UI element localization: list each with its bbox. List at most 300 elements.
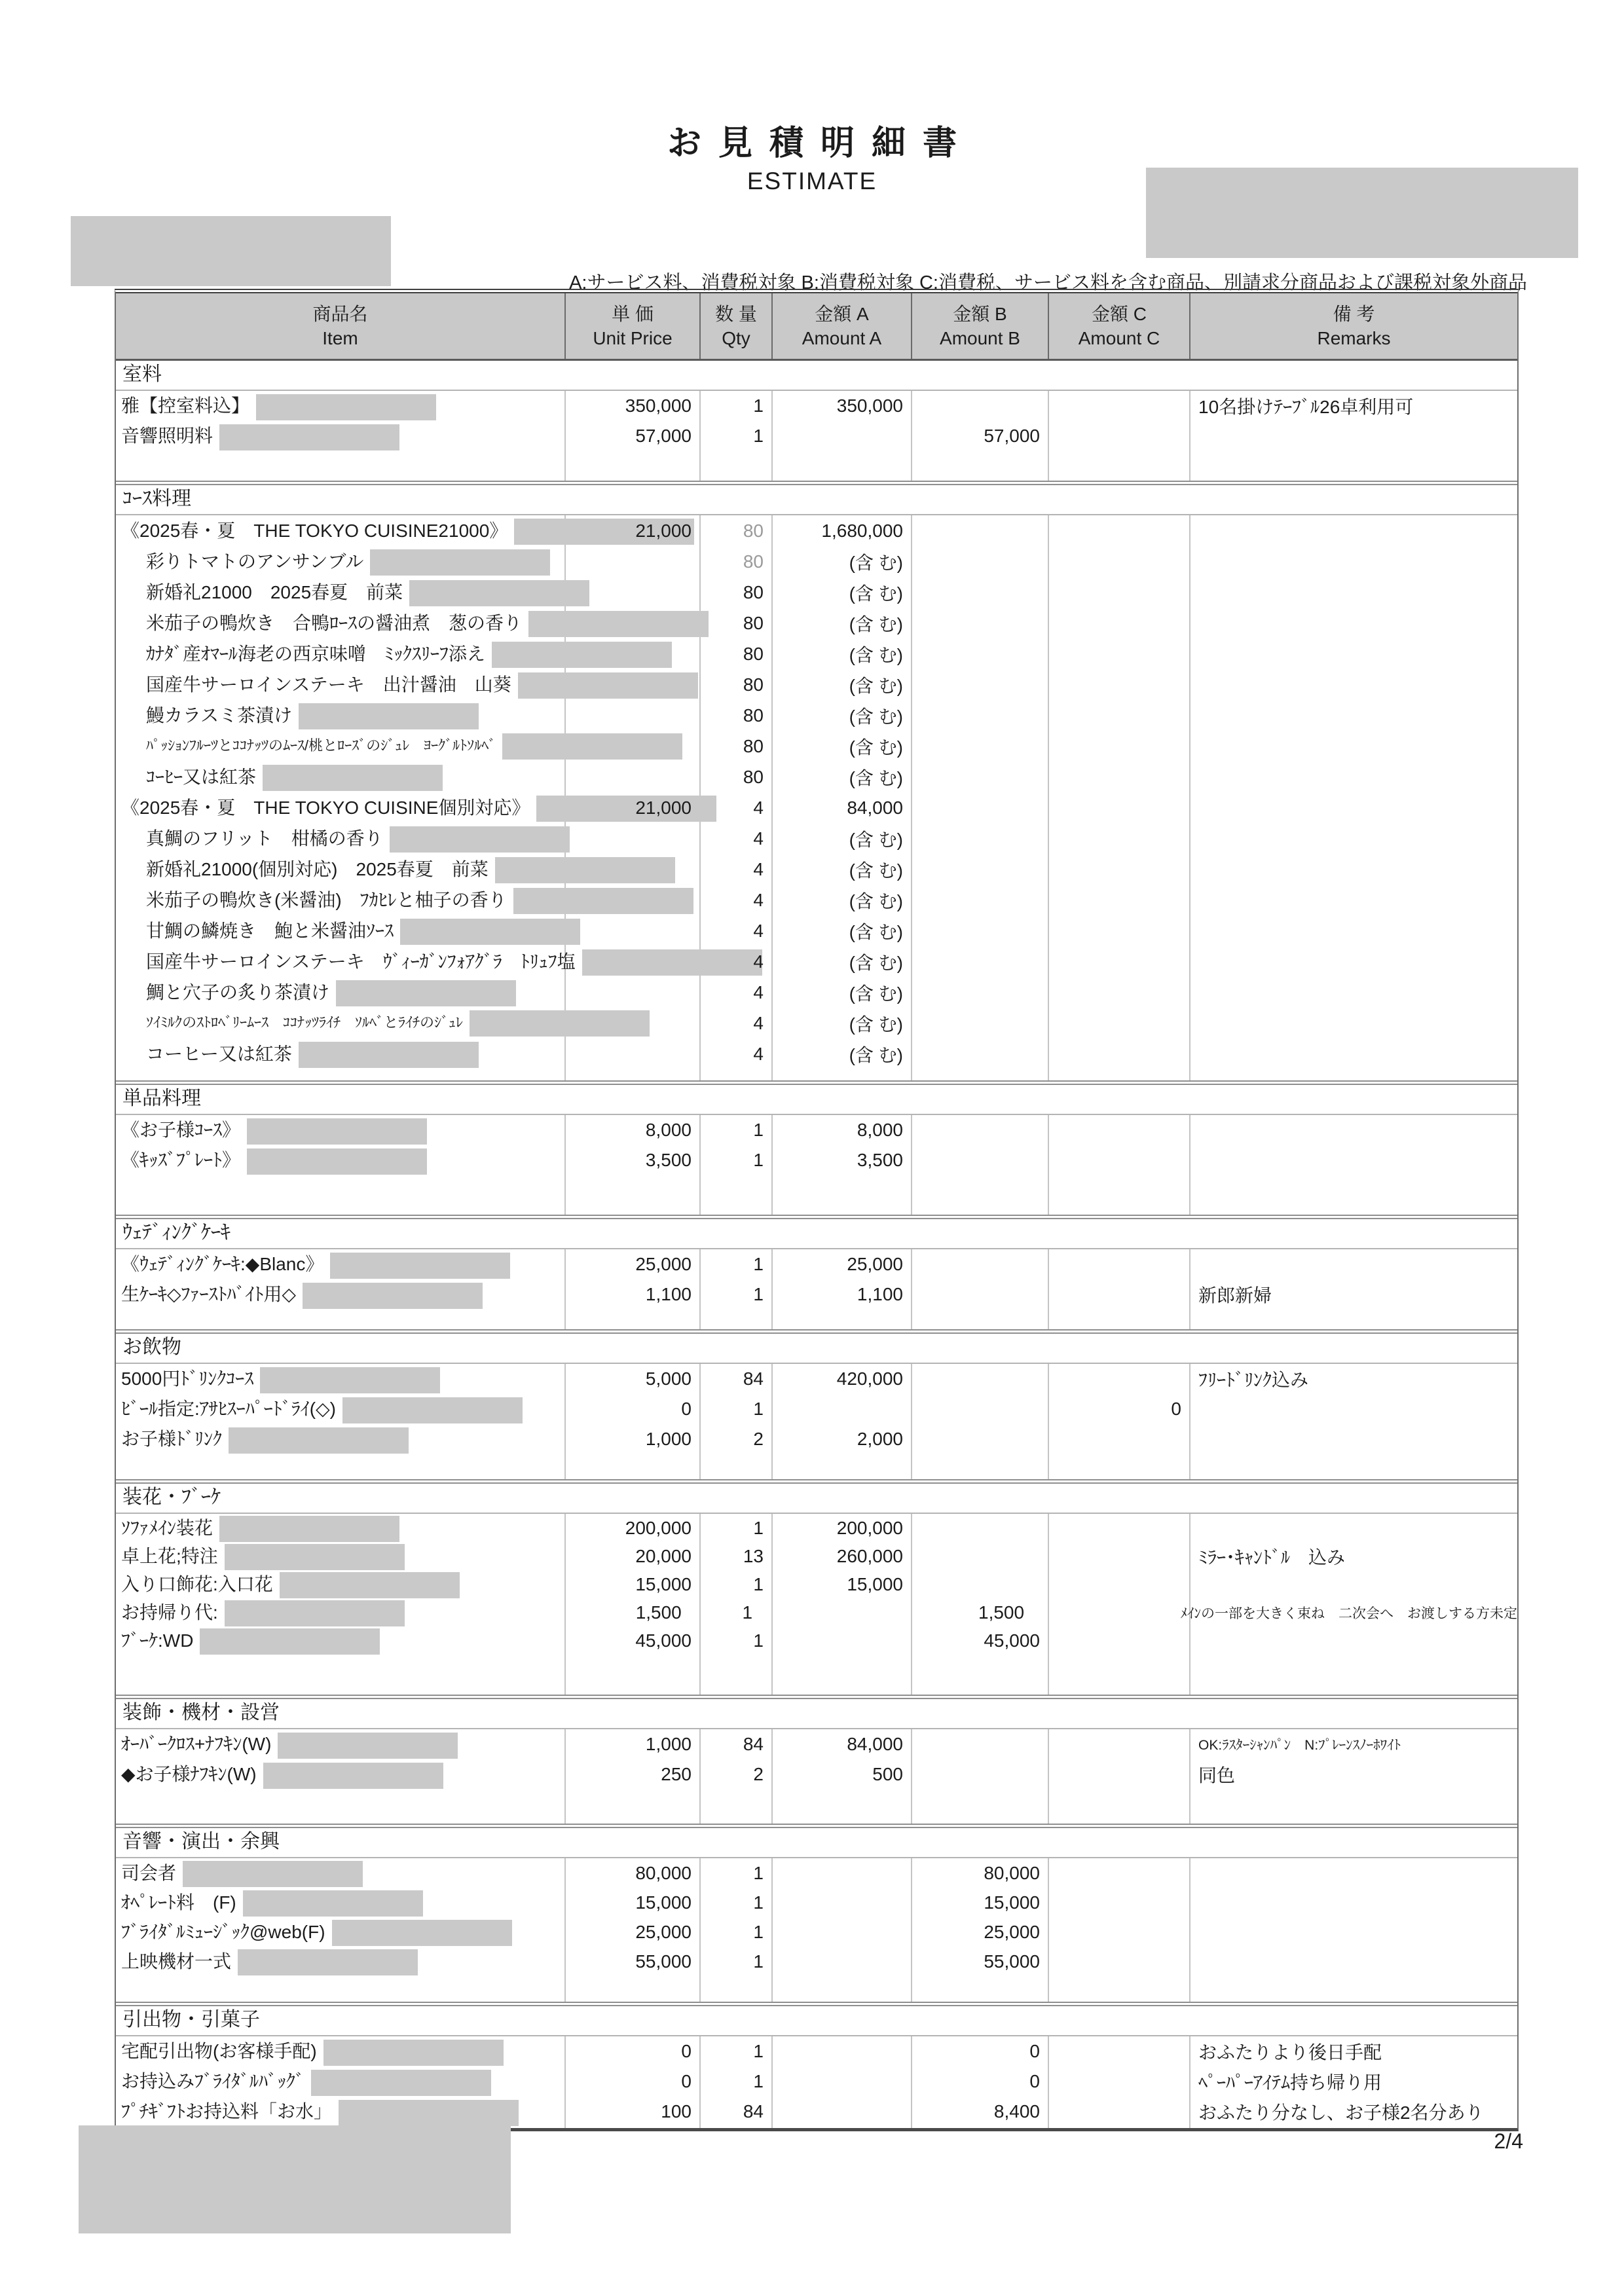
- unit-price-cell: 80,000: [635, 1862, 692, 1883]
- item-label: お持込みﾌﾞﾗｲﾀﾞﾙﾊﾞｯｸﾞ: [121, 2071, 305, 2092]
- item-cell: [116, 517, 564, 545]
- qty-cell: 1: [742, 1602, 753, 1623]
- table-row: [116, 1917, 1517, 1947]
- item-label: 入り口飾花:入口花: [121, 1573, 273, 1594]
- table-row: [116, 1947, 1517, 1976]
- item-cell: [116, 2037, 564, 2066]
- redaction-inline: [280, 1572, 460, 1598]
- amount-a-cell: (含 む): [849, 767, 903, 788]
- amount-b-cell: 1,500: [978, 1602, 1025, 1623]
- item-cell: [116, 640, 564, 669]
- table-row: [116, 1598, 1517, 1626]
- item-cell: [116, 1570, 564, 1599]
- item-cell: [116, 2067, 564, 2096]
- unit-price-cell: 1,500: [635, 1602, 682, 1623]
- qty-cell: 84: [743, 2101, 764, 2121]
- column-header-qty: [699, 293, 771, 359]
- redaction-inline: [339, 2100, 519, 2126]
- item-label: ｵﾍﾟﾚｰﾄ料 (F): [121, 1892, 236, 1913]
- unit-price-cell: 55,000: [635, 1951, 692, 1972]
- item-cell: [116, 855, 564, 884]
- item-label: ﾊﾟｯｼｮﾝﾌﾙｰﾂとｺｺﾅｯﾂのﾑｰｽ/桃とﾛｰｽﾞのｼﾞｭﾚ ﾖｰｸﾞﾙﾄｿﾙﾍﾞ: [146, 737, 496, 754]
- column-header-amount-c-en: Amount C: [1078, 328, 1160, 348]
- remarks-cell: ﾍﾟｰﾊﾟｰｱｲﾃﾑ持ち帰り用: [1198, 2072, 1382, 2093]
- column-header-amount-a-ja: 金額 A: [815, 304, 869, 324]
- table-row: [116, 1145, 1517, 1175]
- page-subtitle: ESTIMATE: [747, 168, 877, 194]
- amount-c-cell: 0: [1171, 1399, 1181, 1419]
- unit-price-cell: 5,000: [645, 1368, 692, 1389]
- section-body: [116, 1514, 1517, 1695]
- redaction-inline: [263, 1763, 443, 1789]
- item-label: ｺｰﾋｰ又は紅茶: [146, 766, 257, 787]
- item-cell: [116, 1760, 564, 1789]
- item-cell: [116, 422, 564, 450]
- item-label: ﾋﾞｰﾙ指定:ｱｻﾋｽｰﾊﾟｰﾄﾞﾗｲ(◇): [121, 1399, 336, 1420]
- amount-a-cell: (含 む): [849, 583, 903, 604]
- table-row: [116, 1570, 1517, 1598]
- column-header-qty-en: Qty: [722, 328, 750, 348]
- amount-a-cell: 200,000: [836, 1517, 903, 1538]
- redaction-inline: [390, 826, 570, 853]
- unit-price-cell: 15,000: [635, 1892, 692, 1913]
- table-row: [116, 1279, 1517, 1310]
- amount-b-cell: 0: [1029, 2071, 1040, 2091]
- unit-price-cell: 1,100: [645, 1284, 692, 1304]
- item-label: ｵｰﾊﾞｰｸﾛｽ+ﾅﾌｷﾝ(W): [121, 1734, 272, 1755]
- table-row: [116, 515, 1517, 546]
- qty-cell: 1: [753, 395, 764, 416]
- redaction-inline: [238, 1949, 418, 1975]
- table-section: [116, 1329, 1517, 1479]
- estimate-table: [115, 289, 1519, 2131]
- table-row: [116, 1759, 1517, 1790]
- qty-cell: 1: [753, 1284, 764, 1304]
- amount-a-cell: 1,100: [857, 1284, 903, 1304]
- redaction-inline: [513, 888, 693, 914]
- unit-price-cell: 1,000: [645, 1429, 692, 1449]
- item-cell: [116, 1250, 564, 1279]
- item-label: 米茄子の鴨炊き 合鴨ﾛｰｽの醤油煮 葱の香り: [146, 612, 523, 633]
- redaction-inline: [247, 1148, 427, 1175]
- amount-a-cell: 1,680,000: [821, 520, 903, 541]
- remarks-cell: 新郎新婦: [1198, 1285, 1272, 1306]
- section-title: 装飾・機材・設営: [116, 1699, 1517, 1729]
- column-header-amount-c-ja: 金額 C: [1091, 304, 1147, 324]
- qty-cell: 80: [743, 705, 764, 725]
- section-body: [116, 2036, 1517, 2128]
- table-section: [116, 1824, 1517, 2002]
- table-row: [116, 1424, 1517, 1454]
- table-row: [116, 577, 1517, 608]
- item-cell: [116, 1146, 564, 1175]
- item-label: 鰻カラスミ茶漬け: [146, 705, 293, 725]
- table-row: [116, 1542, 1517, 1570]
- item-cell: [116, 824, 564, 853]
- amount-a-cell: 15,000: [847, 1573, 903, 1594]
- qty-cell: 80: [743, 674, 764, 695]
- amount-a-cell: (含 む): [849, 706, 903, 727]
- section-title: ｺｰｽ料理: [116, 485, 1517, 515]
- remarks-cell: 10名掛けﾃｰﾌﾞﾙ26卓利用可: [1198, 397, 1414, 417]
- table-row: [116, 1364, 1517, 1394]
- unit-price-cell: 45,000: [635, 1630, 692, 1651]
- qty-cell: 1: [753, 426, 764, 446]
- amount-b-cell: 8,400: [993, 2101, 1040, 2121]
- item-label: 《2025春・夏 THE TOKYO CUISINE21000》: [121, 520, 508, 541]
- item-label: 鯛と穴子の炙り茶漬け: [146, 982, 330, 1002]
- remarks-cell: おふたり分なし、お子様2名分あり: [1198, 2102, 1484, 2123]
- table-row: [116, 1008, 1517, 1038]
- table-row: [116, 977, 1517, 1008]
- table-row: [116, 2066, 1517, 2097]
- item-cell: [116, 978, 564, 1007]
- qty-cell: 4: [753, 951, 764, 972]
- amount-a-cell: (含 む): [849, 860, 903, 881]
- amount-a-cell: (含 む): [849, 552, 903, 573]
- item-label: コーヒー又は紅茶: [146, 1043, 292, 1064]
- item-cell: [116, 1280, 564, 1309]
- item-label: 上映機材一式: [121, 1951, 232, 1972]
- unit-price-cell: 25,000: [635, 1921, 692, 1942]
- qty-cell: 1: [753, 1254, 764, 1274]
- amount-b-cell: 45,000: [984, 1630, 1040, 1651]
- table-section: [116, 1080, 1517, 1215]
- table-row: [116, 700, 1517, 731]
- amount-a-cell: (含 む): [849, 1014, 903, 1035]
- section-body: [116, 1858, 1517, 2002]
- redaction-inline: [260, 1367, 440, 1393]
- table-row: [116, 1888, 1517, 1917]
- unit-price-cell: 1,000: [645, 1734, 692, 1754]
- remarks-cell: ﾒｲﾝの一部を大きく束ね 二次会へ お渡しする方未定: [1180, 1606, 1517, 1621]
- item-cell: [116, 670, 564, 699]
- amount-a-cell: 2,000: [857, 1429, 903, 1449]
- item-cell: [116, 1947, 564, 1976]
- column-header-remarks-en: Remarks: [1317, 328, 1391, 348]
- qty-cell: 1: [753, 1150, 764, 1170]
- qty-cell: 4: [753, 1012, 764, 1033]
- qty-cell: 4: [753, 920, 764, 941]
- table-row: [116, 762, 1517, 792]
- redaction-inline: [299, 1042, 479, 1068]
- qty-cell: 1: [753, 1120, 764, 1140]
- unit-price-cell: 3,500: [645, 1150, 692, 1170]
- redaction-inline: [256, 394, 436, 420]
- qty-cell: 80: [743, 735, 764, 756]
- qty-cell: 1: [753, 1630, 764, 1651]
- item-label: ｿｲﾐﾙｸのｽﾄﾛﾍﾞﾘｰﾑｰｽ ｺｺﾅｯﾂﾗｲﾁ ｿﾙﾍﾞとﾗｲﾁのｼﾞｭﾚ: [146, 1014, 464, 1031]
- item-cell: [116, 609, 564, 638]
- redaction-inline: [299, 703, 479, 729]
- remarks-cell: 同色: [1198, 1765, 1236, 1786]
- amount-a-cell: (含 む): [849, 829, 903, 850]
- qty-cell: 80: [743, 520, 764, 541]
- redaction-inline: [229, 1427, 409, 1454]
- amount-a-cell: 500: [872, 1764, 903, 1784]
- table-row: [116, 946, 1517, 977]
- item-cell: [116, 886, 564, 915]
- amount-a-cell: (含 む): [849, 644, 903, 665]
- section-body: [116, 515, 1517, 1080]
- item-label: 司会者: [121, 1862, 177, 1883]
- table-row: [116, 1249, 1517, 1279]
- table-row: [116, 885, 1517, 915]
- unit-price-cell: 0: [681, 1399, 692, 1419]
- section-body: [116, 1364, 1517, 1479]
- column-header-amount-b: [911, 293, 1048, 359]
- redaction-inline: [225, 1544, 405, 1570]
- table-section: [116, 361, 1517, 481]
- item-cell: [116, 1542, 564, 1571]
- qty-cell: 1: [753, 1399, 764, 1419]
- qty-cell: 4: [753, 797, 764, 818]
- redaction-inline: [200, 1628, 380, 1655]
- redaction-inline: [470, 1010, 650, 1037]
- item-cell: [116, 1040, 564, 1069]
- qty-cell: 1: [753, 1862, 764, 1883]
- qty-cell: 84: [743, 1368, 764, 1389]
- amount-a-cell: 420,000: [836, 1368, 903, 1389]
- redaction-inline: [492, 642, 672, 668]
- column-header-amount-a-en: Amount A: [802, 328, 882, 348]
- item-cell: [116, 763, 564, 792]
- redaction-inline: [219, 424, 399, 450]
- table-row: [116, 2097, 1517, 2127]
- item-cell: [116, 701, 564, 730]
- item-label: 5000円ﾄﾞﾘﾝｸｺｰｽ: [121, 1368, 254, 1389]
- remarks-cell: ﾌﾘｰﾄﾞﾘﾝｸ込み: [1198, 1370, 1309, 1390]
- column-header-remarks-ja: 備 考: [1333, 304, 1375, 324]
- item-cell: [116, 1425, 564, 1454]
- column-header-amount-b-en: Amount B: [940, 328, 1020, 348]
- item-cell: [116, 1116, 564, 1145]
- amount-b-cell: 57,000: [984, 426, 1040, 446]
- qty-cell: 4: [753, 828, 764, 849]
- redaction-inline: [342, 1397, 523, 1423]
- item-label: 甘鯛の鱗焼き 鮑と米醤油ｿｰｽ: [146, 920, 394, 941]
- redaction-inline: [225, 1600, 405, 1626]
- section-body: [116, 1115, 1517, 1215]
- qty-cell: 1: [753, 1921, 764, 1942]
- page-title: お見積明細書: [667, 124, 974, 162]
- item-cell: [116, 1395, 564, 1423]
- item-label: 音響照明料: [121, 426, 213, 447]
- unit-price-cell: 21,000: [635, 520, 692, 541]
- redaction-inline: [400, 919, 580, 945]
- amount-a-cell: 8,000: [857, 1120, 903, 1140]
- redaction-inline: [330, 1253, 510, 1279]
- unit-price-cell: 350,000: [625, 395, 692, 416]
- item-cell: [116, 1888, 564, 1917]
- item-label: ﾌﾟﾁｷﾞﾌﾄお持込料「お水」: [121, 2101, 333, 2122]
- table-row: [116, 1626, 1517, 1655]
- redaction-inline: [247, 1118, 427, 1145]
- item-label: ｶﾅﾀﾞ産ｵﾏｰﾙ海老の西京味噌 ﾐｯｸｽﾘｰﾌ添え: [146, 643, 486, 664]
- table-header-row: [116, 293, 1517, 361]
- page-number: 2/4: [1494, 2129, 1523, 2153]
- section-title: ｳｪﾃﾞｨﾝｸﾞｹｰｷ: [116, 1219, 1517, 1249]
- amount-b-cell: 25,000: [984, 1921, 1040, 1942]
- unit-price-cell: 21,000: [635, 797, 692, 818]
- amount-b-cell: 15,000: [984, 1892, 1040, 1913]
- section-title: 装花・ﾌﾞｰｹ: [116, 1484, 1517, 1514]
- qty-cell: 4: [753, 982, 764, 1002]
- unit-price-cell: 8,000: [645, 1120, 692, 1140]
- redaction-inline: [336, 980, 516, 1006]
- redaction-inline: [370, 549, 550, 576]
- item-cell: [116, 1010, 564, 1037]
- item-label: ｿﾌｧﾒｲﾝ装花: [121, 1517, 213, 1538]
- column-header-unit-price-en: Unit Price: [593, 328, 673, 348]
- amount-a-cell: 260,000: [836, 1545, 903, 1566]
- table-row: [116, 823, 1517, 854]
- amount-a-cell: (含 む): [849, 737, 903, 758]
- item-label: お子様ﾄﾞﾘﾝｸ: [121, 1429, 223, 1450]
- item-cell: [116, 947, 576, 976]
- qty-cell: 1: [753, 2041, 764, 2061]
- item-label: 《2025春・夏 THE TOKYO CUISINE個別対応》: [121, 797, 530, 818]
- amount-b-cell: 0: [1029, 2041, 1040, 2061]
- column-header-item-ja: 商品名: [312, 304, 368, 324]
- unit-price-cell: 25,000: [635, 1254, 692, 1274]
- amount-a-cell: 84,000: [847, 797, 903, 818]
- table-body: [116, 361, 1517, 2128]
- table-section: [116, 1215, 1517, 1329]
- qty-cell: 2: [753, 1429, 764, 1449]
- item-cell: [116, 1626, 564, 1655]
- table-row: [116, 1115, 1517, 1145]
- item-label: 《お子様ｺｰｽ》: [121, 1120, 241, 1141]
- item-label: 米茄子の鴨炊き(米醤油) ﾌｶﾋﾚと柚子の香り: [146, 889, 507, 910]
- item-label: 国産牛サーロインステーキ 出汁醤油 山葵: [146, 674, 511, 695]
- table-section: [116, 1695, 1517, 1824]
- unit-price-cell: 15,000: [635, 1573, 692, 1594]
- table-row: [116, 2036, 1517, 2066]
- tax-category-note: A:サービス料、消費税対象 B:消費税対象 C:消費税、サービス料を含む商品、別請求分商品および課税対象外商品: [569, 272, 1527, 293]
- qty-cell: 80: [743, 581, 764, 602]
- qty-cell: 80: [743, 551, 764, 572]
- table-row: [116, 421, 1517, 451]
- item-label: 卓上花;特注: [121, 1545, 218, 1566]
- column-header-unit-price: [564, 293, 699, 359]
- redaction-inline: [219, 1516, 399, 1542]
- amount-a-cell: 350,000: [836, 395, 903, 416]
- amount-a-cell: (含 む): [849, 921, 903, 942]
- redaction-inline: [183, 1861, 363, 1887]
- column-header-item: [116, 293, 564, 359]
- item-label: 雅【控室料込】: [121, 395, 250, 416]
- column-header-amount-a: [771, 293, 911, 359]
- qty-cell: 80: [743, 643, 764, 664]
- redaction-inline: [278, 1733, 458, 1759]
- table-row: [116, 1038, 1517, 1069]
- section-title: 引出物・引菓子: [116, 2006, 1517, 2036]
- item-cell: [116, 1514, 564, 1543]
- amount-a-cell: 3,500: [857, 1150, 903, 1170]
- amount-a-cell: 25,000: [847, 1254, 903, 1274]
- table-row: [116, 915, 1517, 946]
- table-row: [116, 792, 1517, 823]
- item-label: ◆お子様ﾅﾌｷﾝ(W): [121, 1764, 257, 1785]
- section-title: 室料: [116, 361, 1517, 391]
- qty-cell: 2: [753, 1764, 764, 1784]
- table-row: [116, 546, 1517, 577]
- table-row: [116, 391, 1517, 421]
- redaction-inline: [243, 1890, 423, 1917]
- remarks-cell: おふたりより後日手配: [1198, 2042, 1382, 2063]
- table-section: [116, 481, 1517, 1080]
- qty-cell: 1: [753, 2071, 764, 2091]
- unit-price-cell: 100: [661, 2101, 692, 2121]
- item-cell: [116, 392, 564, 420]
- amount-b-cell: 55,000: [984, 1951, 1040, 1972]
- redaction-inline: [311, 2070, 491, 2096]
- redaction-box-top-right: [1146, 168, 1578, 258]
- qty-cell: 1: [753, 1951, 764, 1972]
- table-row: [116, 1858, 1517, 1888]
- table-row: [116, 854, 1517, 885]
- column-header-amount-b-ja: 金額 B: [953, 304, 1007, 324]
- item-cell: [116, 794, 564, 822]
- item-cell: [116, 1859, 564, 1888]
- item-cell: [116, 1918, 564, 1947]
- item-label: 彩りトマトのアンサンブル: [146, 551, 364, 572]
- section-body: [116, 1729, 1517, 1824]
- table-section: [116, 1479, 1517, 1695]
- redaction-inline: [495, 857, 675, 883]
- item-label: 生ｹｰｷ◇ﾌｧｰｽﾄﾊﾞｲﾄ用◇: [121, 1284, 297, 1305]
- section-title: 単品料理: [116, 1085, 1517, 1115]
- item-label: 《ｷｯｽﾞﾌﾟﾚｰﾄ》: [121, 1150, 241, 1171]
- table-row: [116, 731, 1517, 762]
- qty-cell: 80: [743, 612, 764, 633]
- section-title: お飲物: [116, 1334, 1517, 1364]
- item-label: お持帰り代:: [121, 1602, 218, 1623]
- redaction-inline: [409, 580, 589, 606]
- remarks-cell: OK:ﾗｽﾀｰｼｬﾝﾊﾟﾝ N:ﾌﾟﾚｰﾝｽﾉｰﾎﾜｲﾄ: [1198, 1738, 1401, 1753]
- table-row: [116, 638, 1517, 669]
- qty-cell: 80: [743, 766, 764, 787]
- unit-price-cell: 250: [661, 1764, 692, 1784]
- amount-a-cell: (含 む): [849, 1044, 903, 1065]
- column-header-item-en: Item: [322, 328, 358, 348]
- column-header-qty-ja: 数 量: [715, 304, 757, 324]
- amount-b-cell: 80,000: [984, 1862, 1040, 1883]
- item-label: 《ｳｪﾃﾞｨﾝｸﾞｹｰｷ:◆Blanc》: [121, 1254, 324, 1275]
- redaction-inline: [528, 611, 709, 637]
- item-label: ﾌﾞﾗｲﾀﾞﾙﾐｭｰｼﾞｯｸ@web(F): [121, 1921, 325, 1942]
- table-row: [116, 1514, 1517, 1542]
- item-cell: [116, 578, 564, 607]
- item-label: 宅配引出物(お客様手配): [121, 2041, 317, 2062]
- qty-cell: 84: [743, 1734, 764, 1754]
- item-label: ﾌﾞｰｹ:WD: [121, 1630, 194, 1651]
- amount-a-cell: (含 む): [849, 952, 903, 973]
- redaction-inline: [263, 765, 443, 791]
- redaction-inline: [323, 2040, 504, 2066]
- item-cell: [116, 2097, 564, 2126]
- unit-price-cell: 0: [681, 2041, 692, 2061]
- qty-cell: 1: [753, 1573, 764, 1594]
- amount-a-cell: (含 む): [849, 614, 903, 634]
- unit-price-cell: 57,000: [635, 426, 692, 446]
- amount-a-cell: (含 む): [849, 675, 903, 696]
- remarks-cell: ﾐﾗｰ･ｷｬﾝﾄﾞﾙ 込み: [1198, 1547, 1346, 1568]
- qty-cell: 1: [753, 1517, 764, 1538]
- table-row: [116, 669, 1517, 700]
- qty-cell: 13: [743, 1545, 764, 1566]
